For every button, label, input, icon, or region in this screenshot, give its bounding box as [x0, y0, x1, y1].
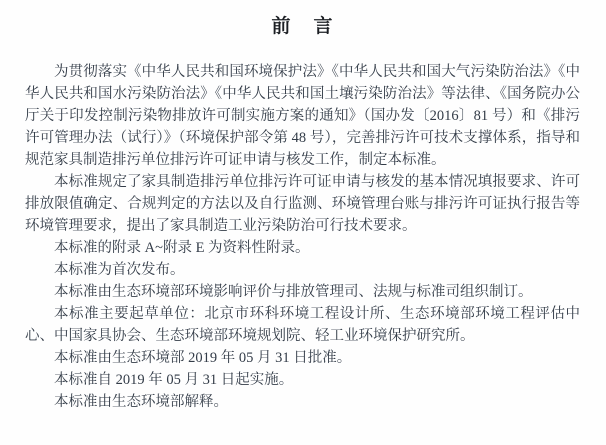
paragraph-effective-date: 本标准自 2019 年 05 月 31 日起实施。 [54, 372, 294, 388]
paragraph-interpretation: 本标准由生态环境部解释。 [54, 394, 228, 410]
paragraph-organizers: 本标准由生态环境部环境影响评价与排放管理司、法规与标准司组织制订。 [54, 284, 533, 300]
preface-body [25, 61, 580, 413]
page-title: 前 言 [271, 16, 335, 37]
paragraph-legal-basis: 为贯彻落实《中华人民共和国环境保护法》《中华人民共和国大气污染防治法》《中华人民共和国水污染防治法》《中华人民共和国土壤污染防治法》等法律、《国务院办公厅关于印发控制污染物排放许可制实施方案的通知》（国办发〔2016〕81 号）和《排污许可管理办法（试行）》（环境保护部令第 48 号），完善排污许可技术支撑体系，指导和规范家具制造排污单位排污许可证申请与核发工作，制定本标准。 [25, 64, 580, 168]
paragraph-approval-date: 本标准由生态环境部 2019 年 05 月 31 日批准。 [54, 350, 352, 366]
paragraph-scope: 本标准规定了家具制造排污单位排污许可证申请与核发的基本情况填报要求、许可排放限值确定、合规判定的方法以及自行监测、环境管理台账与排污许可证执行报告等环境管理要求，提出了家具制造工业污染防治可行技术要求。 [25, 174, 580, 234]
paragraph-first-release: 本标准为首次发布。 [54, 262, 185, 278]
paragraph-drafting-units: 本标准主要起草单位：北京市环科环境工程设计所、生态环境部环境工程评估中心、中国家具协会、生态环境部环境规划院、轻工业环境保护研究所。 [25, 306, 580, 344]
paragraph-appendices: 本标准的附录 A~附录 E 为资料性附录。 [54, 240, 310, 256]
